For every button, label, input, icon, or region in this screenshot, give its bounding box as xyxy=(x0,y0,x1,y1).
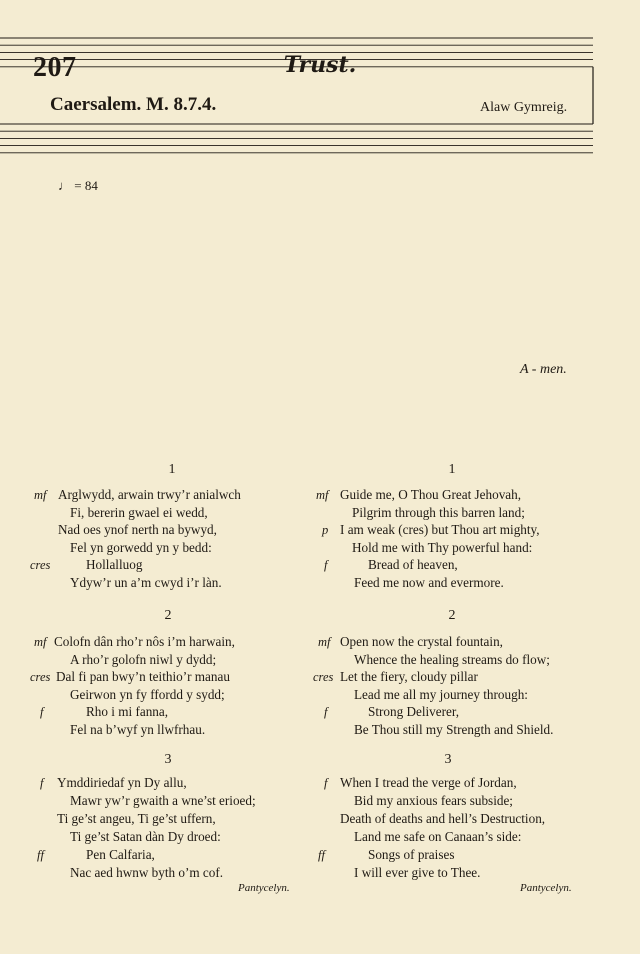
verse-line: Arglwydd, arwain trwy’r anialwch xyxy=(58,487,241,502)
verse-line: Let the fiery, cloudy pillar xyxy=(340,669,478,684)
verse-line: Ymddiriedaf yn Dy allu, xyxy=(57,775,187,790)
dynamic-mark: ff xyxy=(318,848,325,862)
dynamic-mark: mf xyxy=(316,488,329,502)
dynamic-mark: ff xyxy=(37,848,44,862)
verse-line: I will ever give to Thee. xyxy=(354,865,481,880)
verse-line: Bid my anxious fears subside; xyxy=(354,793,513,808)
verse-line: Hold me with Thy powerful hand: xyxy=(352,540,533,555)
welsh-verse-number: 3 xyxy=(164,752,172,767)
verse-line: Dal fi pan bwy’n teithio’r manau xyxy=(56,669,230,684)
verse-line: I am weak (cres) but Thou art mighty, xyxy=(340,522,540,537)
dynamic-mark: cres xyxy=(30,558,51,572)
verse-line: Fel na b’wyf yn llwfrhau. xyxy=(70,722,206,737)
dynamic-mark: mf xyxy=(318,635,331,649)
verse-line: Feed me now and evermore. xyxy=(354,575,504,590)
verse-line: Hollalluog xyxy=(86,557,143,572)
english-verse-number: 1 xyxy=(448,462,456,477)
tune-source: Alaw Gymreig. xyxy=(480,100,568,115)
dynamic-mark: f xyxy=(324,776,328,790)
verse-line: Bread of heaven, xyxy=(368,557,458,572)
dynamic-mark: f xyxy=(40,776,44,790)
hymn-number: 207 xyxy=(33,52,77,83)
verse-line: Ti ge’st Satan dàn Dy droed: xyxy=(70,829,221,844)
tune-name: Caersalem. M. 8.7.4. xyxy=(50,94,217,115)
verse-line: Rho i mi fanna, xyxy=(86,704,169,719)
welsh-verse-number: 2 xyxy=(164,608,172,623)
staff-lines xyxy=(0,38,593,153)
verse-line: Death of deaths and hell’s Destruction, xyxy=(340,811,546,826)
verse-line: Songs of praises xyxy=(368,847,455,862)
verse-line: Colofn dân rho’r nôs i’m harwain, xyxy=(54,634,235,649)
dynamic-mark: f xyxy=(40,705,44,719)
verse-line: Ydyw’r un a’m cwyd i’r làn. xyxy=(70,575,222,590)
dynamic-mark: mf xyxy=(34,488,47,502)
dynamic-mark: cres xyxy=(313,670,334,684)
dynamic-mark: f xyxy=(324,705,328,719)
hymn-title: Trust. xyxy=(283,52,357,78)
author-credit: Pantycelyn. xyxy=(238,882,290,894)
verse-line: Strong Deliverer, xyxy=(368,704,460,719)
english-verse-number: 3 xyxy=(444,752,452,767)
verse-line: Be Thou still my Strength and Shield. xyxy=(354,722,554,737)
verse-line: Open now the crystal fountain, xyxy=(340,634,503,649)
verse-line: Geirwon yn fy ffordd y sydd; xyxy=(70,687,225,702)
verse-line: Fi, bererin gwael ei wedd, xyxy=(70,505,208,520)
verse-line: Nad oes ynof nerth na bywyd, xyxy=(58,522,217,537)
dynamic-mark: f xyxy=(324,558,328,572)
verse-line: Mawr yw’r gwaith a wne’st erioed; xyxy=(70,793,256,808)
english-verse-number: 2 xyxy=(448,608,456,623)
dynamic-mark: p xyxy=(322,523,329,537)
dynamic-mark: mf xyxy=(34,635,47,649)
verse-line: Guide me, O Thou Great Jehovah, xyxy=(340,487,522,502)
welsh-verse-number: 1 xyxy=(168,462,176,477)
verse-line: Nac aed hwnw byth o’m cof. xyxy=(70,865,224,880)
amen-text: A - men. xyxy=(520,362,567,377)
verse-line: Ti ge’st angeu, Ti ge’st uffern, xyxy=(57,811,216,826)
verse-line: Pen Calfaria, xyxy=(86,847,155,862)
verse-line: Pilgrim through this barren land; xyxy=(352,505,525,520)
tempo-mark: ♩ = 84 xyxy=(58,178,98,193)
verse-line: Land me safe on Canaan’s side: xyxy=(354,829,522,844)
verse-line: When I tread the verge of Jordan, xyxy=(340,775,517,790)
dynamic-mark: cres xyxy=(30,670,51,684)
author-credit: Pantycelyn. xyxy=(520,882,572,894)
verse-line: Lead me all my journey through: xyxy=(354,687,528,702)
verse-line: Whence the healing streams do flow; xyxy=(354,652,550,667)
verse-line: Fel yn gorwedd yn y bedd: xyxy=(70,540,212,555)
verse-line: A rho’r golofn niwl y dydd; xyxy=(70,652,217,667)
